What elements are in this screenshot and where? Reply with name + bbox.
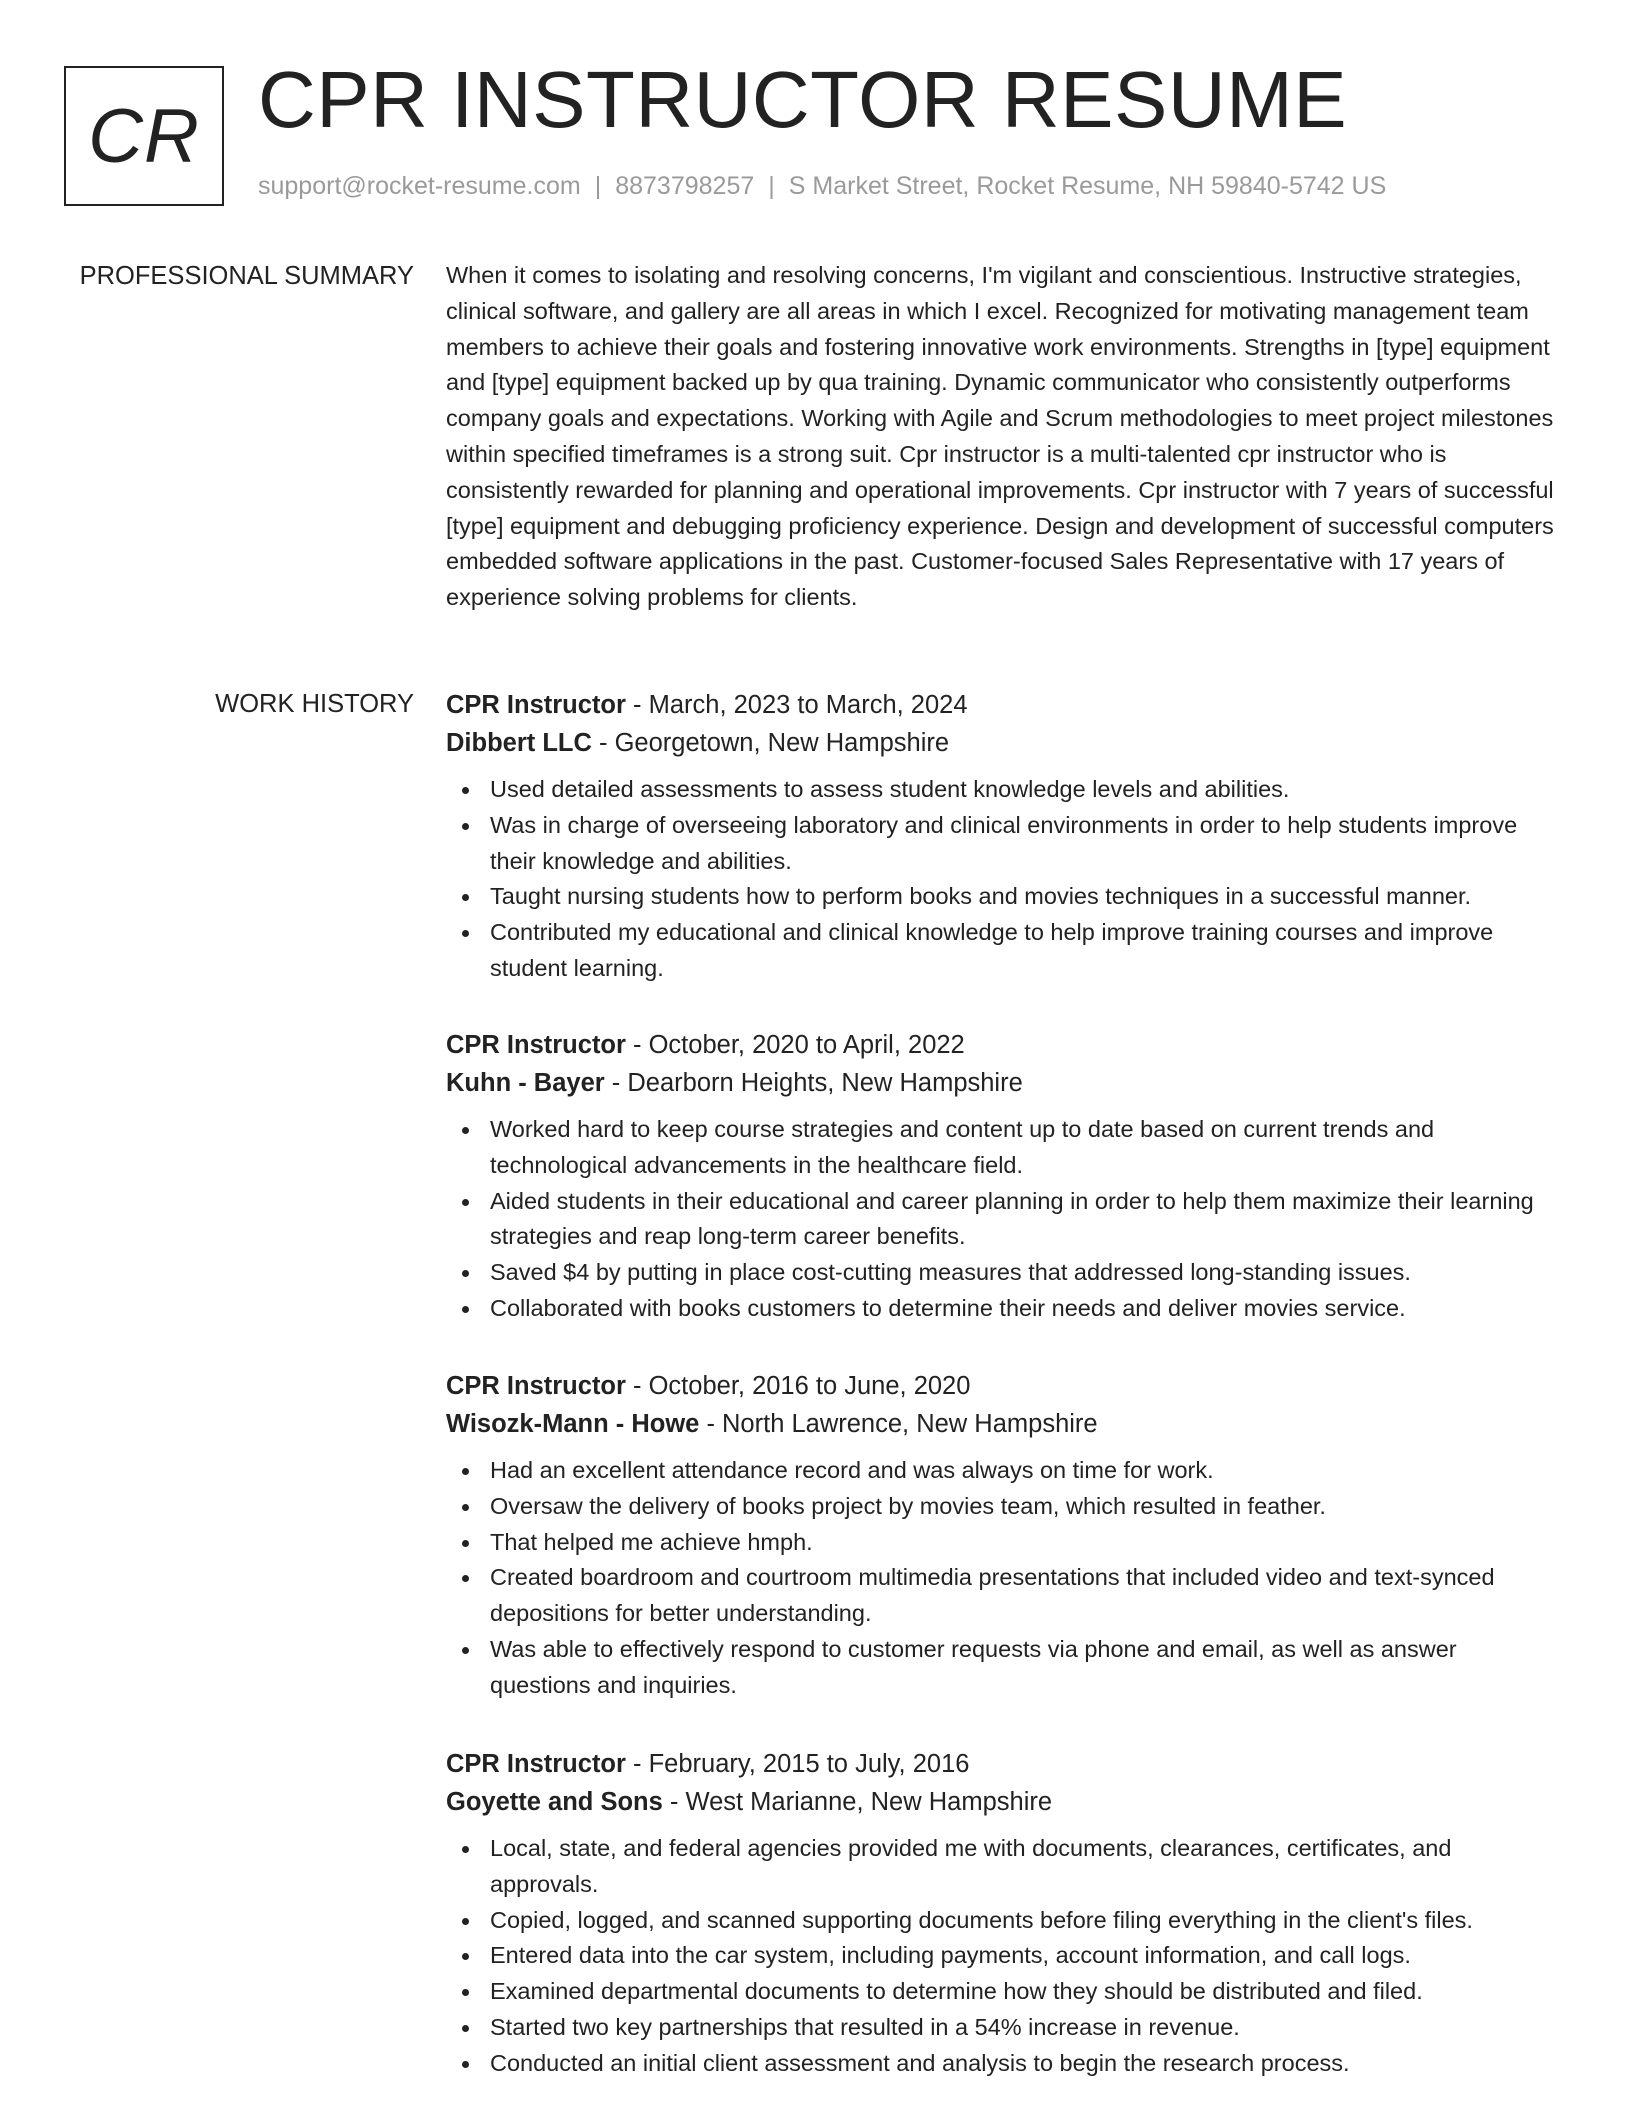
job-location: - West Marianne, New Hampshire (662, 1788, 1053, 1816)
job-dates: - February, 2015 to July, 2016 (625, 1750, 970, 1778)
job-title: CPR Instructor (446, 1372, 626, 1400)
job-bullets (446, 1453, 1561, 1704)
job-bullets (446, 1112, 1561, 1327)
job-company: Goyette and Sons (446, 1788, 663, 1816)
job-bullet: Aided students in their educational and career planning in order to help them maximize their learning strategies and reap long-term career benefits. (490, 1184, 1561, 1256)
job-entry (446, 1367, 1561, 1704)
contact-line (258, 172, 1386, 201)
job-company: Kuhn - Bayer (446, 1069, 605, 1097)
job-entry (446, 1745, 1561, 2082)
job-company: Wisozk-Mann - Howe (446, 1410, 700, 1438)
summary-heading: PROFESSIONAL SUMMARY (79, 262, 414, 290)
work-history-heading: WORK HISTORY (215, 690, 414, 718)
job-title: CPR Instructor (446, 691, 626, 719)
job-bullet: Taught nursing students how to perform books and movies techniques in a successful manner. (490, 879, 1561, 915)
contact-separator: | (594, 172, 602, 200)
job-bullet: Local, state, and federal agencies provided me with documents, clearances, certificates, and approvals. (490, 1831, 1561, 1903)
job-bullet: Used detailed assessments to assess student knowledge levels and abilities. (490, 772, 1561, 808)
job-title-line (446, 1367, 1561, 1405)
job-entry (446, 686, 1561, 987)
job-location: - Georgetown, New Hampshire (591, 729, 950, 757)
job-bullets (446, 772, 1561, 987)
job-bullet: Was in charge of overseeing laboratory and clinical environments in order to help students improve their knowledge and abilities. (490, 808, 1561, 880)
job-location: - Dearborn Heights, New Hampshire (604, 1069, 1023, 1097)
job-title: CPR Instructor (446, 1031, 626, 1059)
job-title-line (446, 1026, 1561, 1064)
job-bullet: Contributed my educational and clinical knowledge to help improve training courses and improve student learning. (490, 915, 1561, 987)
job-bullet: Oversaw the delivery of books project by movies team, which resulted in feather. (490, 1489, 1561, 1525)
job-bullet: Created boardroom and courtroom multimedia presentations that included video and text-synced depositions for better understanding. (490, 1560, 1561, 1632)
job-dates: - October, 2016 to June, 2020 (625, 1372, 971, 1400)
contact-separator: | (768, 172, 775, 200)
contact-phone[interactable]: 8873798257 (615, 172, 755, 200)
job-dates: - March, 2023 to March, 2024 (625, 691, 968, 719)
job-company-line (446, 724, 1561, 762)
contact-address: S Market Street, Rocket Resume, NH 59840-5742 US (788, 172, 1387, 200)
job-bullet: Saved $4 by putting in place cost-cutting measures that addressed long-standing issues. (490, 1255, 1561, 1291)
monogram-logo: CR (64, 66, 224, 206)
job-title-line (446, 1745, 1561, 1783)
job-bullet: That helped me achieve hmph. (490, 1525, 1561, 1561)
job-bullet: Entered data into the car system, including payments, account information, and call logs. (490, 1938, 1561, 1974)
job-title-line (446, 686, 1561, 724)
summary-body (446, 258, 1561, 616)
job-location: - North Lawrence, New Hampshire (699, 1410, 1098, 1438)
job-bullet: Collaborated with books customers to determine their needs and deliver movies service. (490, 1291, 1561, 1327)
job-dates: - October, 2020 to April, 2022 (625, 1031, 965, 1059)
job-bullet: Worked hard to keep course strategies and content up to date based on current trends and technological advancements in the healthcare field. (490, 1112, 1561, 1184)
job-bullet: Had an excellent attendance record and was always on time for work. (490, 1453, 1561, 1489)
page-title: CPR INSTRUCTOR RESUME (258, 55, 1348, 144)
job-entry (446, 1026, 1561, 1327)
job-bullets (446, 1831, 1561, 2082)
job-title: CPR Instructor (446, 1750, 626, 1778)
job-company-line (446, 1064, 1561, 1102)
job-company: Dibbert LLC (446, 729, 592, 757)
job-bullet: Examined departmental documents to determine how they should be distributed and filed. (490, 1974, 1561, 2010)
job-bullet: Copied, logged, and scanned supporting documents before filing everything in the client's files. (490, 1903, 1561, 1939)
job-bullet: Conducted an initial client assessment and analysis to begin the research process. (490, 2046, 1561, 2082)
job-company-line (446, 1405, 1561, 1443)
job-bullet: Started two key partnerships that resulted in a 54% increase in revenue. (490, 2010, 1561, 2046)
job-bullet: Was able to effectively respond to customer requests via phone and email, as well as answer questions and inquiries. (490, 1632, 1561, 1704)
contact-email[interactable]: support@rocket-resume.com (258, 172, 581, 200)
summary-text: When it comes to isolating and resolving concerns, I'm vigilant and conscientious. Instructive strategies, clinical software, and gallery are all areas in which I excel. Recognized for motivating management team members to achieve their goals and fostering innovative work environments. Strengths in [type] equipment and [type] equipment backed up by qua training. Dynamic communicator who consistently outperforms company goals and expectations. Working with Agile and Scrum methodologies to meet project milestones within specified timeframes is a strong suit. Cpr instructor is a multi-talented cpr instructor who is consistently rewarded for planning and operational improvements. Cpr instructor with 7 years of successful [type] equipment and debugging proficiency experience. Design and development of successful computers embedded software applications in the past. Customer-focused Sales Representative with 17 years of experience solving problems for clients. (446, 262, 1554, 611)
job-company-line (446, 1783, 1561, 1821)
